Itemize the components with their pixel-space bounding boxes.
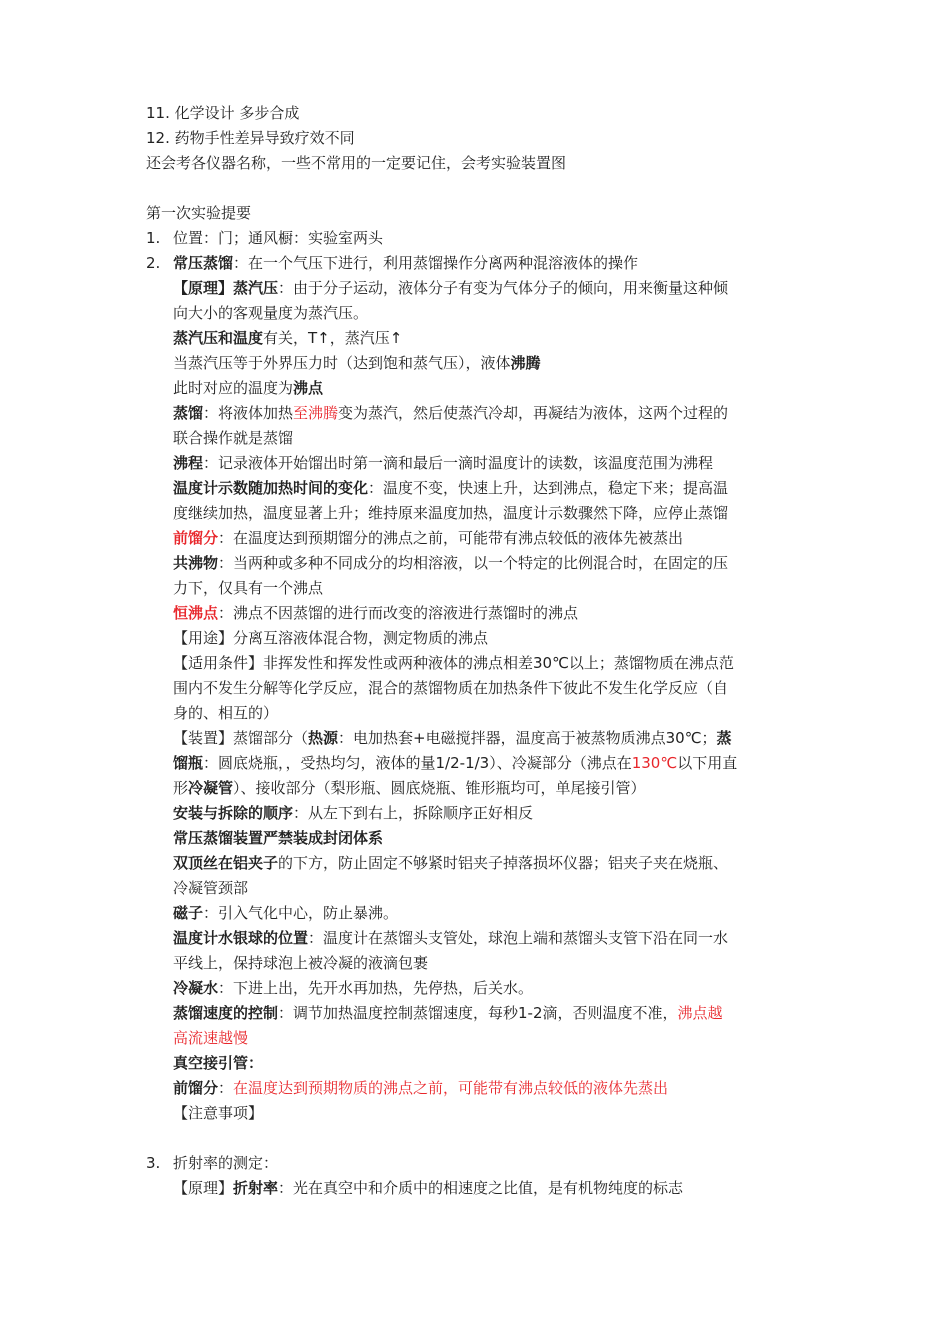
apparatus-line-1: 【装置】蒸馏部分（热源：电加热套+电磁搅拌器，温度高于被蒸物质沸点30℃；蒸 (173, 729, 732, 747)
thermometer-line-2: 度继续加热，温度显著上升；维持原来温度加热，温度计示数骤然下降，应停止蒸馏 (173, 504, 729, 522)
notes-heading: 【注意事项】 (173, 1104, 264, 1122)
closed-system-warning: 常压蒸馏装置严禁装成封闭体系 (173, 829, 384, 847)
thermometer-line-1: 温度计示数随加热时间的变化：温度不变，快速上升，达到沸点，稳定下来；提高温 (173, 479, 729, 497)
boiling-line: 当蒸汽压等于外界压力时（达到饱和蒸气压），液体沸腾 (173, 354, 541, 372)
item-2-number: 2. (146, 254, 161, 272)
apparatus-line-2: 馏瓶：圆底烧瓶，，受热均匀，液体的量1/2-1/3）、冷凝部分（沸点在130℃以下用直 (173, 754, 738, 772)
stir-bar-line: 磁子：引入气化中心，防止暴沸。 (173, 904, 399, 922)
mercury-bulb-line-1: 温度计水银球的位置：温度计在蒸馏头支管处，球泡上端和蒸馏头支管下沿在同一水 (173, 929, 729, 947)
list-item-11: 11. 化学设计 多步合成 (146, 104, 300, 122)
boiling-point-line: 此时对应的温度为沸点 (173, 379, 324, 397)
section-title: 第一次实验提要 (146, 204, 252, 222)
item-1-number: 1. (146, 229, 161, 247)
refraction-principle-line: 【原理】折射率：光在真空中和介质中的相速度之比值，是有机物纯度的标志 (173, 1179, 684, 1197)
forerun-line-2: 前馏分：在温度达到预期物质的沸点之前，可能带有沸点较低的液体先蒸出 (173, 1079, 669, 1097)
item-3-number: 3. (146, 1154, 161, 1172)
apparatus-line-3: 形冷凝管）、接收部分（梨形瓶、圆底烧瓶、锥形瓶均可，单尾接引管） (173, 779, 646, 797)
conditions-line-1: 【适用条件】非挥发性和挥发性或两种液体的沸点相差30℃以上；蒸馏物质在沸点范 (173, 654, 734, 672)
item-1-text: 位置：门；通风橱：实验室两头 (173, 229, 384, 247)
assembly-order-line: 安装与拆除的顺序：从左下到右上，拆除顺序正好相反 (173, 804, 534, 822)
exam-note: 还会考各仪器名称，一些不常用的一定要记住，会考实验装置图 (146, 154, 567, 172)
list-item-12: 12. 药物手性差异导致疗效不同 (146, 129, 355, 147)
clamp-line-2: 冷凝管颈部 (173, 879, 249, 897)
item-2-heading: 常压蒸馏：在一个气压下进行，利用蒸馏操作分离两种混溶液体的操作 (173, 254, 639, 272)
azeotrope-line-1: 共沸物：当两种或多种不同成分的均相溶液，以一个特定的比例混合时，在固定的压 (173, 554, 729, 572)
distillation-line-1: 蒸馏：将液体加热至沸腾变为蒸汽，然后使蒸汽冷却，再凝结为液体，这两个过程的 (173, 404, 729, 422)
atmospheric-distillation-term: 常压蒸馏 (173, 254, 234, 272)
conditions-line-2: 围内不发生分解等化学反应，混合的蒸馏物质在加热条件下彼此不发生化学反应（自 (173, 679, 729, 697)
item-3-title: 折射率的测定： (173, 1154, 279, 1172)
use-line: 【用途】分离互溶液体混合物，测定物质的沸点 (173, 629, 489, 647)
constant-boiling-line: 恒沸点：沸点不因蒸馏的进行而改变的溶液进行蒸馏时的沸点 (173, 604, 579, 622)
vapor-pressure-line: 蒸汽压和温度有关，T↑，蒸汽压↑ (173, 329, 403, 347)
mercury-bulb-line-2: 平线上，保持球泡上被冷凝的液滴包裹 (173, 954, 429, 972)
forerun-line: 前馏分：在温度达到预期馏分的沸点之前，可能带有沸点较低的液体先被蒸出 (173, 529, 684, 547)
conditions-line-3: 身的、相互的） (173, 704, 279, 722)
cooling-water-line: 冷凝水：下进上出，先开水再加热，先停热，后关水。 (173, 979, 534, 997)
azeotrope-line-2: 力下，仅具有一个沸点 (173, 579, 324, 597)
principle-line-2: 向大小的客观量度为蒸汽压。 (173, 304, 369, 322)
boiling-range-line: 沸程：记录液体开始馏出时第一滴和最后一滴时温度计的读数，该温度范围为沸程 (173, 454, 714, 472)
clamp-line-1: 双顶丝在铝夹子的下方，防止固定不够紧时铝夹子掉落损坏仪器；铝夹子夹在烧瓶、 (173, 854, 729, 872)
principle-line-1: 【原理】蒸汽压：由于分子运动，液体分子有变为气体分子的倾向，用来衡量这种倾 (173, 279, 729, 297)
speed-line-2: 高流速越慢 (173, 1029, 249, 1047)
speed-line-1: 蒸馏速度的控制：调节加热温度控制蒸馏速度，每秒1-2滴，否则温度不准，沸点越 (173, 1004, 723, 1022)
vacuum-adapter-line: 真空接引管： (173, 1054, 264, 1072)
distillation-line-2: 联合操作就是蒸馏 (173, 429, 294, 447)
